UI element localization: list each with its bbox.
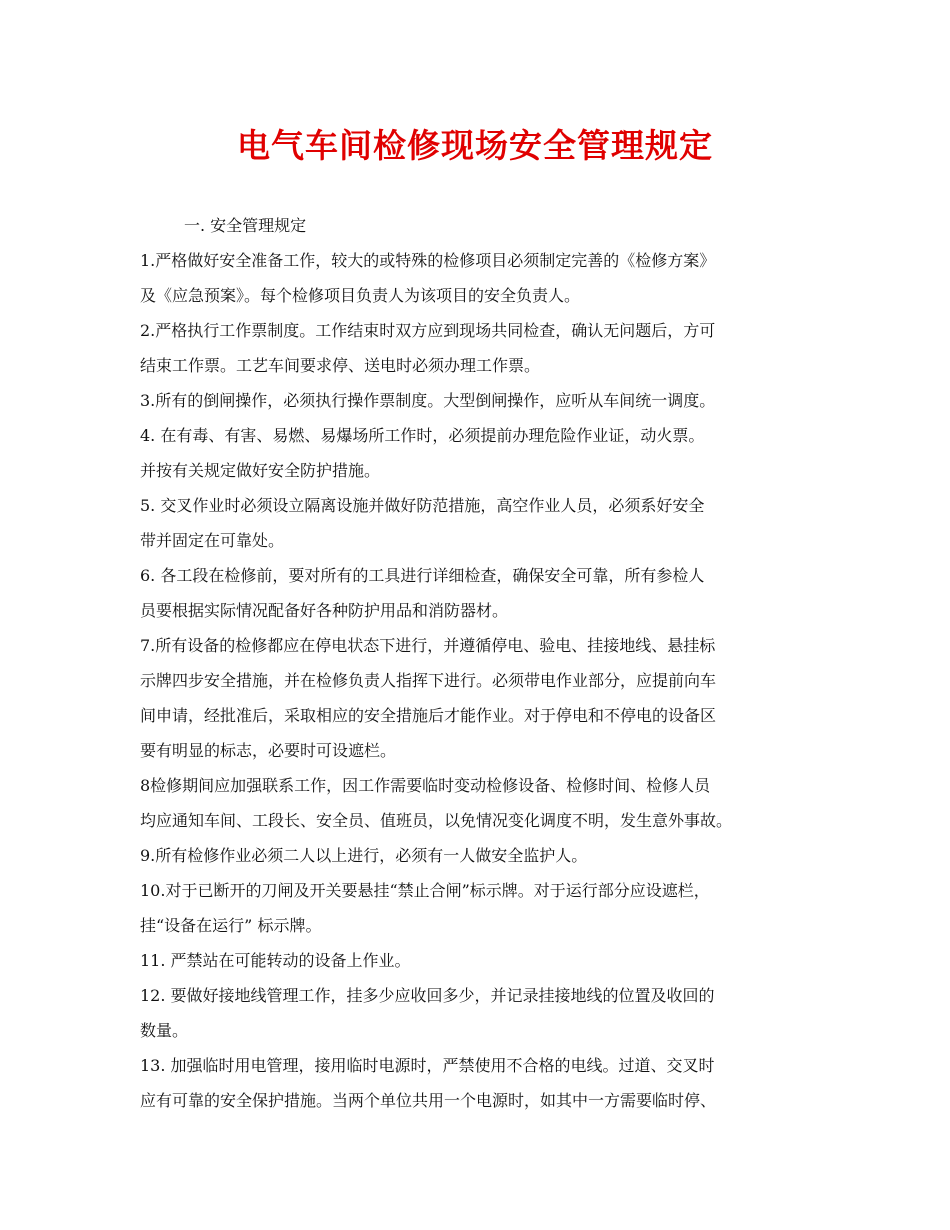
text-line: 及《应急预案》。每个检修项目负责人为该项目的安全负责人。: [140, 286, 581, 305]
text-line: 5. 交叉作业时必须设立隔离设施并做好防范措施，高空作业人员，必须系好安全: [140, 496, 705, 515]
text-line: 带并固定在可靠处。: [140, 531, 285, 550]
text-line: 结束工作票。工艺车间要求停、送电时必须办理工作票。: [140, 356, 541, 375]
text-line: 要有明显的标志，必要时可设遮栏。: [140, 741, 397, 760]
text-line: 3.所有的倒闸操作，必须执行操作票制度。大型倒闸操作，应听从车间统一调度。: [140, 391, 716, 410]
text-line: 6. 各工段在检修前，要对所有的工具进行详细检查，确保安全可靠，所有参检人: [140, 566, 705, 585]
paragraph-lines: [140, 243, 830, 1118]
section-heading: 一. 安全管理规定: [184, 216, 307, 235]
text-line: 7.所有设备的检修都应在停电状态下进行，并遵循停电、验电、挂接地线、悬挂标: [140, 636, 716, 655]
text-line: 间申请，经批准后，采取相应的安全措施后才能作业。对于停电和不停电的设备区: [140, 706, 717, 725]
text-line: 数量。: [140, 1021, 189, 1040]
text-line: 员要根据实际情况配备好各种防护用品和消防器材。: [140, 601, 509, 620]
text-line: 9.所有检修作业必须二人以上进行，必须有一人做安全监护人。: [140, 846, 588, 865]
text-line: 挂“设备在运行” 标示牌。: [140, 916, 322, 935]
text-line: 11. 严禁站在可能转动的设备上作业。: [140, 951, 411, 970]
text-line: 4. 在有毒、有害、易燃、易爆场所工作时，必须提前办理危险作业证，动火票。: [140, 426, 705, 445]
text-line: 示牌四步安全措施，并在检修负责人指挥下进行。必须带电作业部分，应提前向车: [140, 671, 717, 690]
text-line: 10.对于已断开的刀闸及开关要悬挂“禁止合闸”标示牌。对于运行部分应设遮栏，: [140, 881, 710, 900]
document-body: [140, 208, 830, 1118]
text-line: 应有可靠的安全保护措施。当两个单位共用一个电源时，如其中一方需要临时停、: [140, 1091, 717, 1110]
text-line: 8检修期间应加强联系工作，因工作需要临时变动检修设备、检修时间、检修人员: [140, 776, 711, 795]
text-line: 12. 要做好接地线管理工作，挂多少应收回多少，并记录挂接地线的位置及收回的: [140, 986, 715, 1005]
text-line: 并按有关规定做好安全防护措施。: [140, 461, 381, 480]
text-line: 1.严格做好安全准备工作，较大的或特殊的检修项目必须制定完善的《检修方案》: [140, 251, 716, 270]
text-line: 均应通知车间、工段长、安全员、值班员，以免情况变化调度不明，发生意外事故。: [140, 811, 733, 830]
text-line: 2.严格执行工作票制度。工作结束时双方应到现场共同检查，确认无问题后，方可: [140, 321, 716, 340]
document-title: 电气车间检修现场安全管理规定: [237, 126, 713, 165]
text-line: 13. 加强临时用电管理，接用临时电源时，严禁使用不合格的电线。过道、交叉时: [140, 1056, 715, 1075]
